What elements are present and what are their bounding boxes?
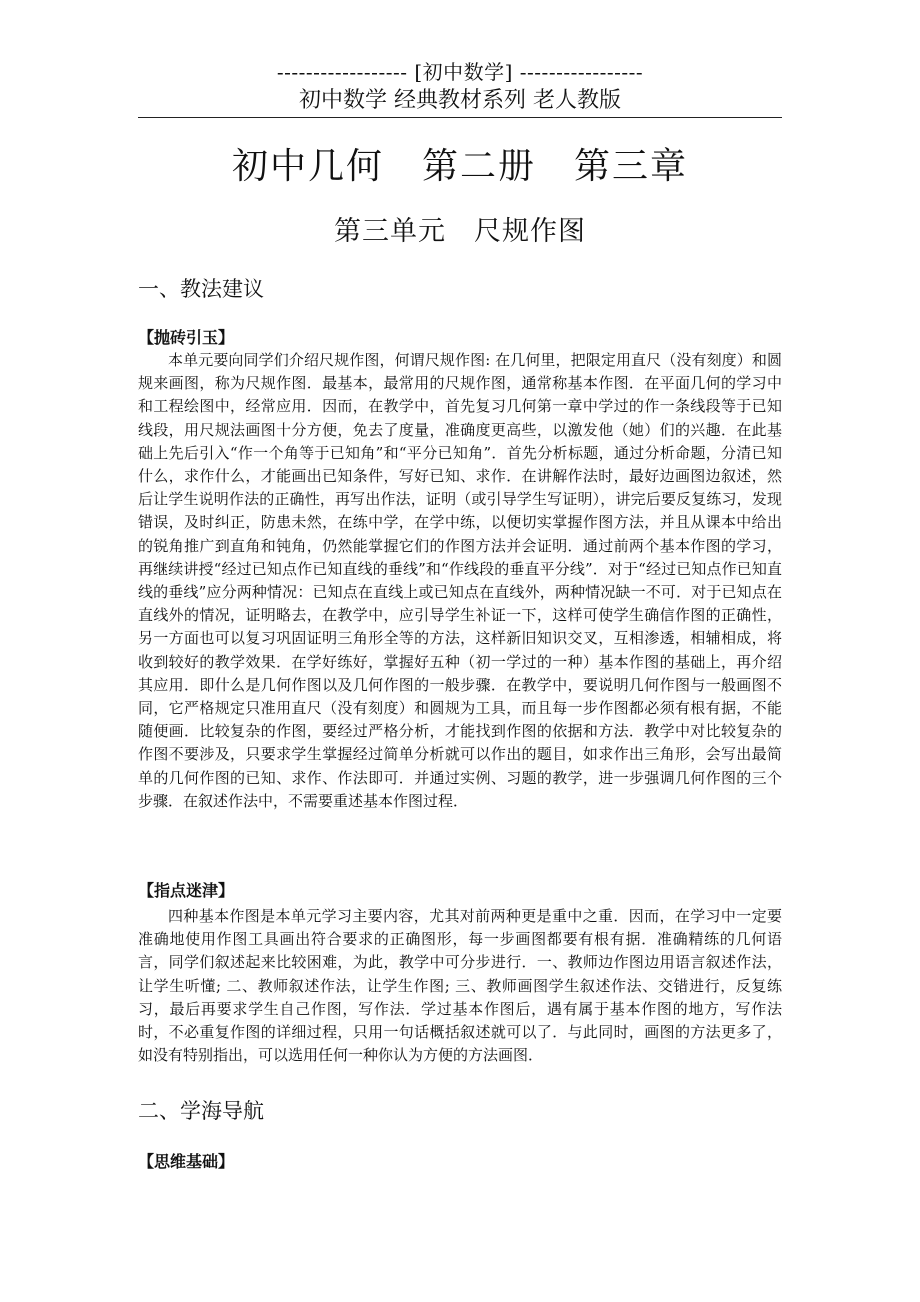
header-divider (138, 117, 782, 118)
block-label-thinking-basics: 【思维基础】 (138, 1152, 235, 1171)
section-heading-teaching-advice: 一、教法建议 (138, 277, 264, 301)
header-category-line: ------------------ [初中数学] ----------------- (276, 60, 644, 84)
page-header (138, 60, 782, 116)
section-heading-study-navigation: 二、学海导航 (138, 1099, 264, 1123)
block-label-guidance: 【指点迷津】 (138, 881, 235, 900)
unit-subtitle: 第三单元 尺规作图 (334, 216, 586, 247)
header-series-line: 初中数学 经典教材系列 老人教版 (299, 88, 621, 113)
paragraph-intro: 本单元要向同学们介绍尺规作图，何谓尺规作图: 在几何里，把限定用直尺（没有刻度）和圆规来画图，称为尺规作图．最基本，最常用的尺规作图，通常称基本作图．在平面几何的学习中和工程绘图中，经常应用．因而，在教学中，首先复习几何第一章中学过的作一条线段等于已知线段，用尺规法画图十分方便，免去了度量，准确度更高些，以激发他（她）们的兴趣．在此基础上先后引入“作一个角等于已知角”和“平分已知角”．首先分析标题，通过分析命题，分清已知什么，求作什么，才能画出已知条件，写好已知、求作．在讲解作法时，最好边画图边叙述，然后让学生说明作法的正确性，再写出作法，证明（或引导学生写证明），讲完后要反复练习，发现错误，及时纠正，防患未然，在练中学，在学中练，以便切实掌握作图方法，并且从课本中给出的锐角推广到直角和钝角，仍然能掌握它们的作图方法并会证明．通过前两个基本作图的学习，再继续讲授“经过已知点作已知直线的垂线”和“作线段的垂直平分线”．对于“经过已知点作已知直线的垂线”应分两种情况：已知点在直线上或已知点在直线外，两种情况缺一不可．对于已知点在直线外的情况，证明略去，在教学中，应引导学生补证一下，这样可使学生确信作图的正确性，另一方面也可以复习巩固证明三角形全等的方法，这样新旧知识交叉，互相渗透，相辅相成，将收到较好的教学效果．在学好练好，掌握好五种（初一学过的一种）基本作图的基础上，再介绍其应用．即什么是几何作图以及几何作图的一般步骤．在教学中，要说明几何作图与一般画图不同，它严格规定只准用直尺（没有刻度）和圆规为工具，而且每一步作图都必须有根有据，不能随便画．比较复杂的作图，要经过严格分析，才能找到作图的依据和方法．教学中对比较复杂的作图不要涉及，只要求学生掌握经过简单分析就可以作出的题目，如求作出三角形，会写出最简单的几何作图的已知、求作、作法即可．并通过实例、习题的教学，进一步强调几何作图的三个步骤．在叙述作法中，不需要重述基本作图过程． (138, 351, 782, 810)
paragraph-guidance: 四种基本作图是本单元学习主要内容，尤其对前两种更是重中之重．因而，在学习中一定要准确地使用作图工具画出符合要求的正确图形，每一步画图都要有根有据．准确精练的几何语言，同学们叙述起来比较困难，为此，教学中可分步进行．一、教师边作图边用语言叙述作法，让学生听懂; 二、教师叙述作法，让学生作图; 三、教师画图学生叙述作法、交错进行，反复练习，最后再要求学生自己作图，写作法．学过基本作图后，遇有属于基本作图的地方，写作法时，不必重复作图的详细过程，只用一句话概括叙述就可以了．与此同时，画图的方法更多了，如没有特别指出，可以选用任何一种你认为方便的方法画图． (138, 907, 782, 1065)
document-title: 初中几何 第二册 第三章 (231, 146, 688, 187)
block-label-intro: 【抛砖引玉】 (138, 328, 235, 347)
